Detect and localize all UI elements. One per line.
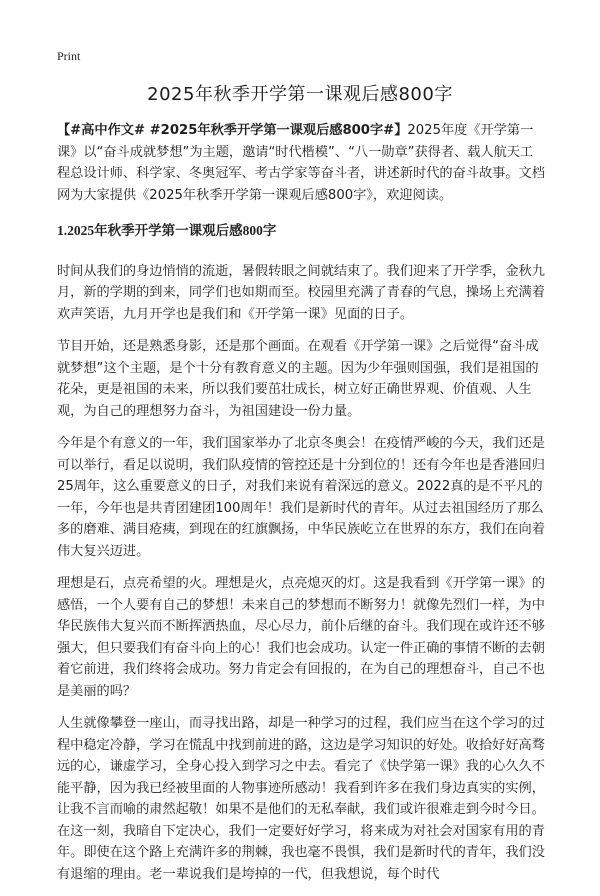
paragraph-4: 理想是石，点亮希望的火。理想是火，点亮熄灭的灯。这是我看到《开学第一课》的感悟，一个人要有自己的梦想！未来自己的梦想而不断努力！就像先烈们一样，为中华民族伟大复兴而不断挥洒热血，尽心尽力，前仆后继的奋斗。我们现在或许还不够强大，但只要我们有奋斗向上的心！我们也会成功。认定一件正确的事情不断的去朝着它前进，我们终将会成功。努力肯定会有回报的，在为自己的理想奋斗，自己不也是美丽的吗？ [57,576,545,699]
article-tag: 【#高中作文# #2025年秋季开学第一课观后感800字#】 [57,123,408,138]
paragraph-2: 节目开始，还是熟悉身影，还是那个画面。在观看《开学第一课》之后觉得“奋斗成就梦想”这个主题，是个十分有教育意义的主题。因为少年强则国强，我们是祖国的花朵，更是祖国的未来，所以我们要茁壮成长，树立好正确世界观、价值观、人生观，为自己的理想努力奋斗，为祖国建设一份力量。 [57,339,539,419]
intro-text: 2025年度《开学第一课》以“奋斗成就梦想”为主题，邀请“时代楷模”、“八一勋章”获得者、载人航天工程总设计师、科学家、冬奥冠军、考古学家等奋斗者，讲述新时代的奋斗故事。文档网为大家提供《2025年秋季开学第一课观后感800字》，欢迎阅读。 [57,123,545,203]
section-heading: 1.2025年秋季开学第一课观后感800字 [57,223,277,238]
page-title: 2025年秋季开学第一课观后感800字 [147,84,453,105]
paragraph-5: 人生就像攀登一座山，而寻找出路，却是一种学习的过程，我们应当在这个学习的过程中稳定冷静，学习在慌乱中找到前进的路，这边是学习知识的好处。收拾好好高骛远的心，谦虚学习，全身心投入到学习之中去。看完了《快学第一课》我的心久久不能平静，因为我已经被里面的人物事迹所感动！我看到许多在我们身边真实的实例，让我不言而喻的肃然起敬！如果不是他们的无私奉献，我们或许很难走到今时今日。在这一刻，我暗自下定决心，我们一定要好好学习，将来成为对社会对国家有用的青年。即使在这个路上充满许多的荆棘，我也毫不畏惧，我们是新时代的青年，我们没有退缩的理由。老一辈说我们是垮掉的一代，但我想说，每个时代 [57,716,545,882]
article-body [57,120,545,896]
paragraph-3: 今年是个有意义的一年，我们国家举办了北京冬奥会！在疫情严峻的今天，我们还是可以举行，看足以说明，我们队疫情的管控还是十分到位的！还有今年也是香港回归25周年，这么重要意义的日子，对我们来说有着深远的意义。2022真的是不平凡的一年，今年也是共青团建团100周年！我们是新时代的青年。从过去祖国经历了那么多的磨难、满目疮痍，到现在的红旗飘扬，中华民族屹立在世界的东方，我们在向着伟大复兴迈进。 [57,436,545,559]
paragraph-1: 时间从我们的身边悄悄的流逝，暑假转眼之间就结束了。我们迎来了开学季，金秋九月，新的学期的到来，同学们也如期而至。校园里充满了青春的气息，操场上充满着欢声笑语，九月开学也是我们和《开学第一课》见面的日子。 [57,263,545,322]
intro-paragraph [57,120,545,206]
print-label: Print [57,49,81,63]
